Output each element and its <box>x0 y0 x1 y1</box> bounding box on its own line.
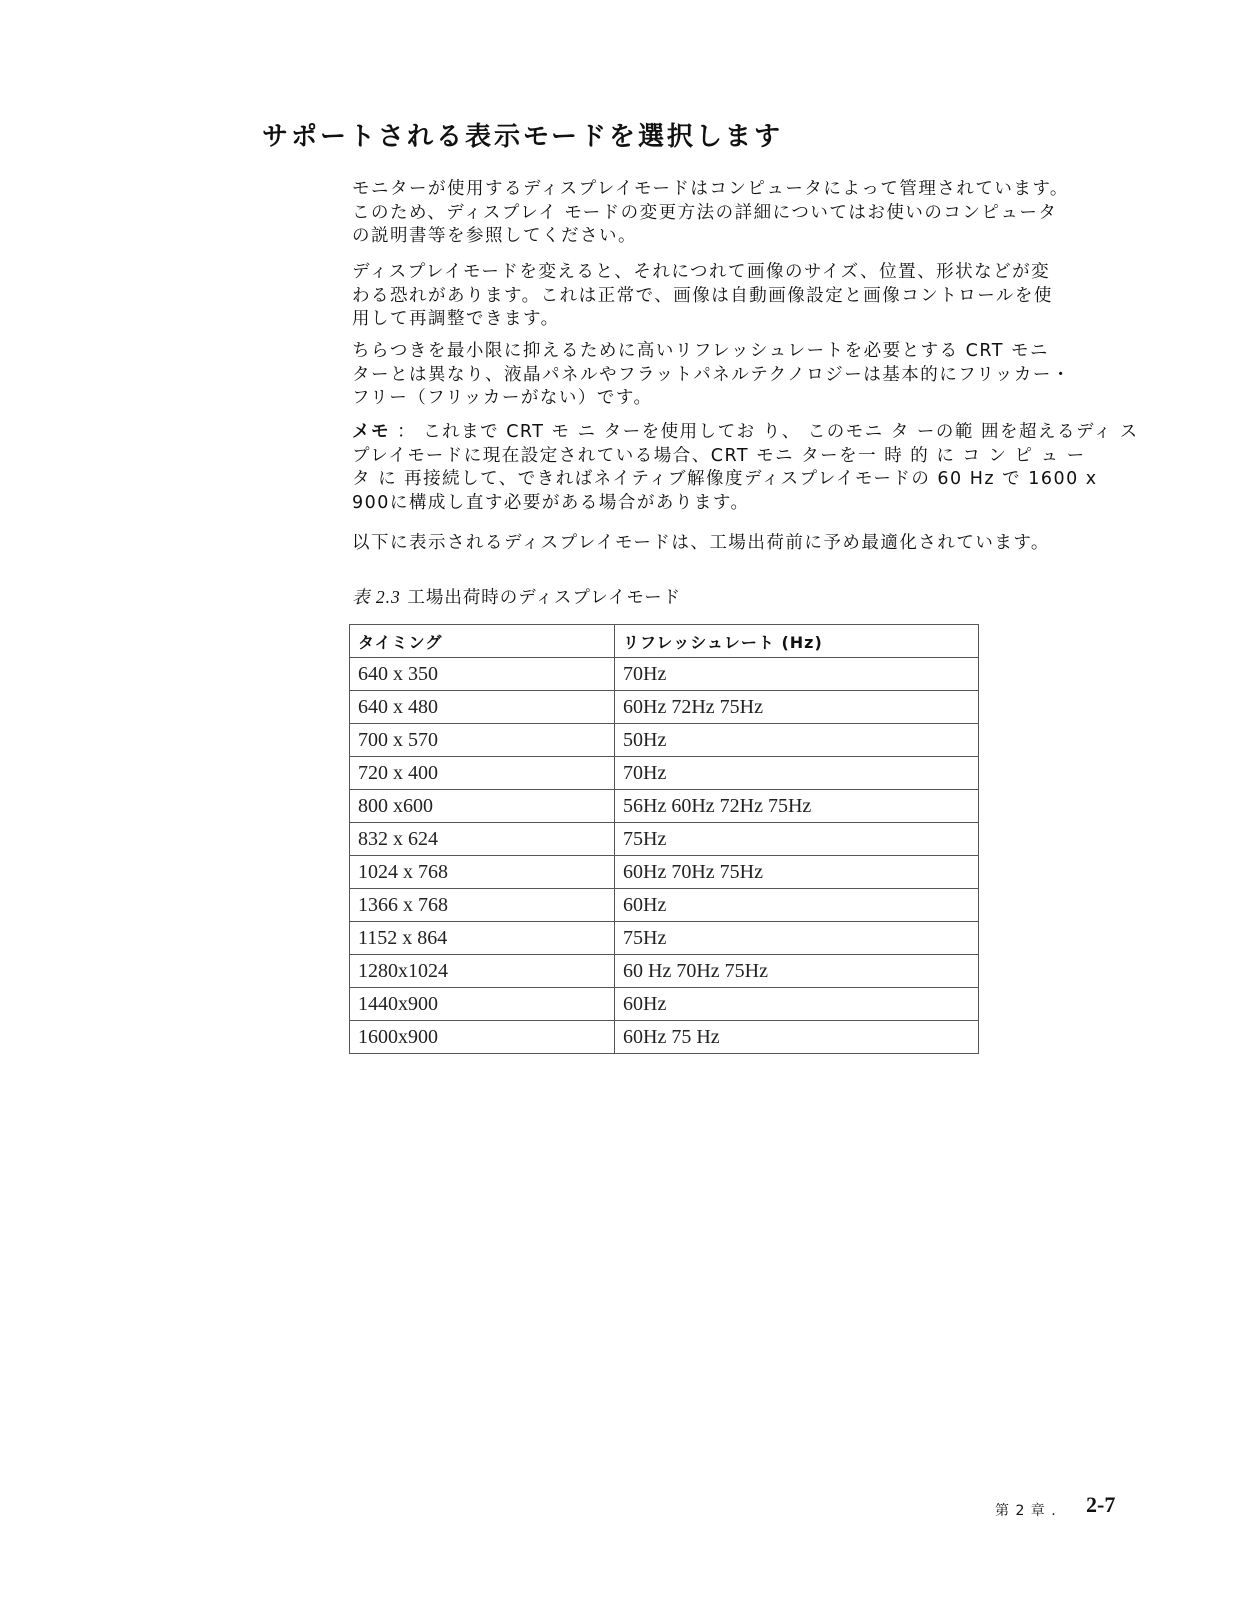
header-refresh-rate: リフレッシュレート (Hz) <box>615 625 979 658</box>
display-modes-table <box>349 624 979 1054</box>
flicker-paragraph: ちらつきを最小限に抑えるために高いリフレッシュレートを必要とする CRT モニ ターとは異なり、液晶パネルやフラットパネルテクノロジーは基本的にフリッカー・ フリー（フリッカーがない）です。 <box>352 341 1071 408</box>
page-title: サポートされる表示モードを選択します <box>262 122 783 152</box>
table-header-row <box>350 625 979 658</box>
table-row <box>350 757 979 790</box>
note-text: ： これまで CRT モ ニ ターを使用してお り、 このモニ タ ーの範 囲を超えるディ ス プレイモードに現在設定されている場合、CRT モニ ターを一 時 的 に コ ン ピ ュ ー タ に 再接続して、できればネイティブ解像度ディスプレイモードの 60 Hz で 1600 x 900に構成し直す必要がある場合があります。 <box>352 422 1139 513</box>
chapter-label: 第 2 章 . <box>995 1503 1057 1519</box>
refresh-cell: 60Hz <box>615 889 979 922</box>
table-caption <box>352 584 681 609</box>
timing-cell: 1440x900 <box>350 988 615 1021</box>
refresh-cell: 60 Hz 70Hz 75Hz <box>615 955 979 988</box>
optimized-modes-paragraph: 以下に表示されるディスプレイモードは、工場出荷前に予め最適化されています。 <box>352 533 1050 553</box>
refresh-cell: 60Hz 75 Hz <box>615 1021 979 1054</box>
intro-paragraph: モニターが使用するディスプレイモードはコンピュータによって管理されています。 このため、ディスプレイ モードの変更方法の詳細についてはお使いのコンピュータ の説明書等を参照してください。 <box>352 179 1069 246</box>
timing-cell: 1600x900 <box>350 1021 615 1054</box>
timing-cell: 1152 x 864 <box>350 922 615 955</box>
table-row <box>350 658 979 691</box>
table-row <box>350 790 979 823</box>
table-row <box>350 724 979 757</box>
refresh-cell: 70Hz <box>615 757 979 790</box>
refresh-cell: 75Hz <box>615 823 979 856</box>
timing-cell: 640 x 350 <box>350 658 615 691</box>
table-row <box>350 1021 979 1054</box>
timing-cell: 720 x 400 <box>350 757 615 790</box>
refresh-cell: 60Hz 70Hz 75Hz <box>615 856 979 889</box>
timing-cell: 700 x 570 <box>350 724 615 757</box>
timing-cell: 1024 x 768 <box>350 856 615 889</box>
caption-text: 工場出荷時のディスプレイモード <box>400 588 682 608</box>
page-number: 2-7 <box>1086 1492 1116 1517</box>
caption-number: 2.3 <box>370 587 401 607</box>
timing-cell: 1280x1024 <box>350 955 615 988</box>
header-timing: タイミング <box>350 625 615 658</box>
table-row <box>350 823 979 856</box>
note-label: メモ <box>352 422 390 442</box>
table-row <box>350 922 979 955</box>
table-row <box>350 691 979 724</box>
refresh-cell: 70Hz <box>615 658 979 691</box>
refresh-cell: 60Hz 72Hz 75Hz <box>615 691 979 724</box>
table-row <box>350 955 979 988</box>
refresh-cell: 60Hz <box>615 988 979 1021</box>
refresh-cell: 56Hz 60Hz 72Hz 75Hz <box>615 790 979 823</box>
mode-change-paragraph: ディスプレイモードを変えると、それにつれて画像のサイズ、位置、形状などが変 わる恐れがあります。これは正常で、画像は自動画像設定と画像コントロールを使 用して再調整できます。 <box>352 262 1053 329</box>
caption-prefix: 表 <box>352 587 371 607</box>
timing-cell: 640 x 480 <box>350 691 615 724</box>
timing-cell: 1366 x 768 <box>350 889 615 922</box>
table-row <box>350 856 979 889</box>
table-row <box>350 988 979 1021</box>
note-paragraph <box>352 421 1152 515</box>
timing-cell: 832 x 624 <box>350 823 615 856</box>
table-row <box>350 889 979 922</box>
refresh-cell: 75Hz <box>615 922 979 955</box>
refresh-cell: 50Hz <box>615 724 979 757</box>
timing-cell: 800 x600 <box>350 790 615 823</box>
